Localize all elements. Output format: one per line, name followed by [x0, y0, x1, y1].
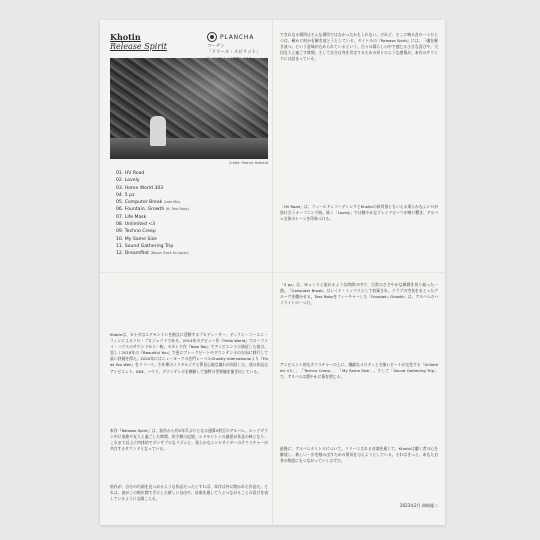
track-title: 11. Sound Gathering Trip	[116, 243, 174, 249]
track-item	[116, 214, 266, 221]
signature: 2023年2月 岡崎隆二	[400, 503, 438, 508]
track-title: 07. Life Mask	[116, 214, 147, 220]
plancha-logo-icon	[207, 32, 217, 42]
photo-ground	[110, 138, 268, 159]
track-item	[116, 236, 266, 243]
body-paragraph-7: アンビエント的なテクスチャーの上に、繊細なメロディと力強いビートが交差する「Unlimited <3」、「Techno Creep」、「My Same Size」。そして「Sound Gathering Trip」で、アルバムは穏やかに幕を閉じる。	[280, 362, 438, 380]
track-title: 04. 5 pz	[116, 192, 135, 198]
body-paragraph-2: 本作『Release Spirit』は、前作から約2年半ぶりとなる通算5枚目のアルバム。ロックダウン中に家族や友人と過ごした時間、幼少期の記憶、エドモントンの風景が作品の核となり、これまで以上に肉体的でダンサブルなリズムと、柔らかなシンセサイザーのテクスチャーが共存するサウンドとなっている。	[110, 428, 268, 452]
photo-figure	[150, 116, 166, 146]
body-paragraph-4: できれなる場所はそんな場所ではなかったかもしれない。けれど、そこに鳴る音の一つひとつは、確かに何かを解き放とうとしている。タイトルの『Release Spirit』には、「魂を解き放つ」という意味が込められているという。日々の暮らしの中で感じる小さな喜びや、大切な人と過ごす時間、そして自分自身を肯定するための祈りのような感情が、本作のサウンドには詰まっている。	[280, 32, 438, 62]
body-paragraph-1: Khotinは、カナダはエドモントンを拠点に活動するプロデューサー、ディラン・コーエン・フィンによるソロ・プロジェクトである。2014年のデビュー作『Hello World』でローファイ・ハウスのサウンドから一転、セカンド作『New Tab』でアンビエントに接近した彼は、翌しく2018年の『Beautiful You』で更にブレークビートやダウンテンポの方向に移行して高い評価を得た。2020年にはニューヨークの名門レーベルGhostly Internationalより『Finds You Well』をリリース。少年期のノスタルジアと夢見心地な憧れが同居した、彼の作品はアンビエント、IDM、ハウス、ダウンテンポを横断して独特の世界観を描き出している。	[110, 332, 268, 374]
body-paragraph-8: 最後に、アルバムタイトルについて。リリースされる音楽を通して、Khotinは聴く者の心を解放し、新しい一歩を踏み出すための勇気を与えようとしている。それはきっと、あなた自身の物語にもつながっていくはずだ。	[280, 446, 438, 464]
track-item	[116, 170, 266, 177]
track-title: 03. Home World 303	[116, 185, 164, 191]
tracklist	[116, 170, 266, 258]
track-title: 02. Lovely	[116, 178, 140, 184]
photo-credit: Credit: Patrick Holland	[228, 161, 268, 165]
track-item	[116, 185, 266, 192]
track-item	[116, 206, 266, 213]
track-item	[116, 177, 266, 184]
liner-notes-sheet	[100, 20, 445, 525]
horizontal-fold	[100, 272, 445, 273]
track-item	[116, 228, 266, 235]
track-item	[116, 221, 266, 228]
track-note: (ft. Tess Roby)	[165, 207, 189, 212]
track-item	[116, 199, 266, 206]
track-title: 05. Computer Break	[116, 200, 163, 206]
track-note: (Bonus Track for Japan)	[150, 251, 189, 256]
album-title: Release Spirit	[110, 42, 167, 51]
track-title: 09. Techno Creep	[116, 229, 156, 235]
track-title: 12. Dreamfilot	[116, 251, 149, 257]
body-paragraph-6: 「5 pz」は、ゆっくりと流れるような時間の中で、日常のささやかな瞬間を切り取った一曲。「Computer Break」はレイト・ミックスとして収録され、クラブの空気をまとったグルーヴを聴かせる。Tess Robyをフィーチャーした「Fountain, Growth」は、アルバムのハイライトの一つだ。	[280, 282, 438, 306]
track-item	[116, 192, 266, 199]
album-heading	[110, 32, 167, 52]
track-title: 01. HV Road	[116, 171, 145, 176]
body-paragraph-3: 前作が、自分の内面を見つめるような作品だったとすれば、本作は外に開かれた作品だ。それは、彼がこの数年間で手にした新しい自由や、音楽を通して人とつながることの喜びを表しているようにも聞こえる。	[110, 484, 268, 502]
label-name: PLANCHA	[220, 33, 255, 41]
artist-name: Khotin	[110, 32, 141, 42]
track-title: 08. Unlimited <3	[116, 222, 156, 228]
label-japanese: コーチン 「リリース・スピリット」	[207, 44, 261, 55]
artist-photo	[110, 58, 268, 159]
track-item	[116, 243, 266, 250]
track-note: (Late Mix)	[163, 200, 181, 205]
track-title: 10. My Same Size	[116, 236, 157, 242]
track-title: 06. Fountain, Growth	[116, 207, 165, 213]
label-logo	[207, 32, 267, 42]
track-item	[116, 250, 266, 257]
body-paragraph-5: 「HV Road」は、フィールドレコーディングとKhotinの真骨頂ともいえる柔らかなシンセが溶け合うオープニング曲。続く「Lovely」では軽やかなブレイクビーツが鳴り響き、アルバム全体のトーンを印象づける。	[280, 204, 438, 222]
